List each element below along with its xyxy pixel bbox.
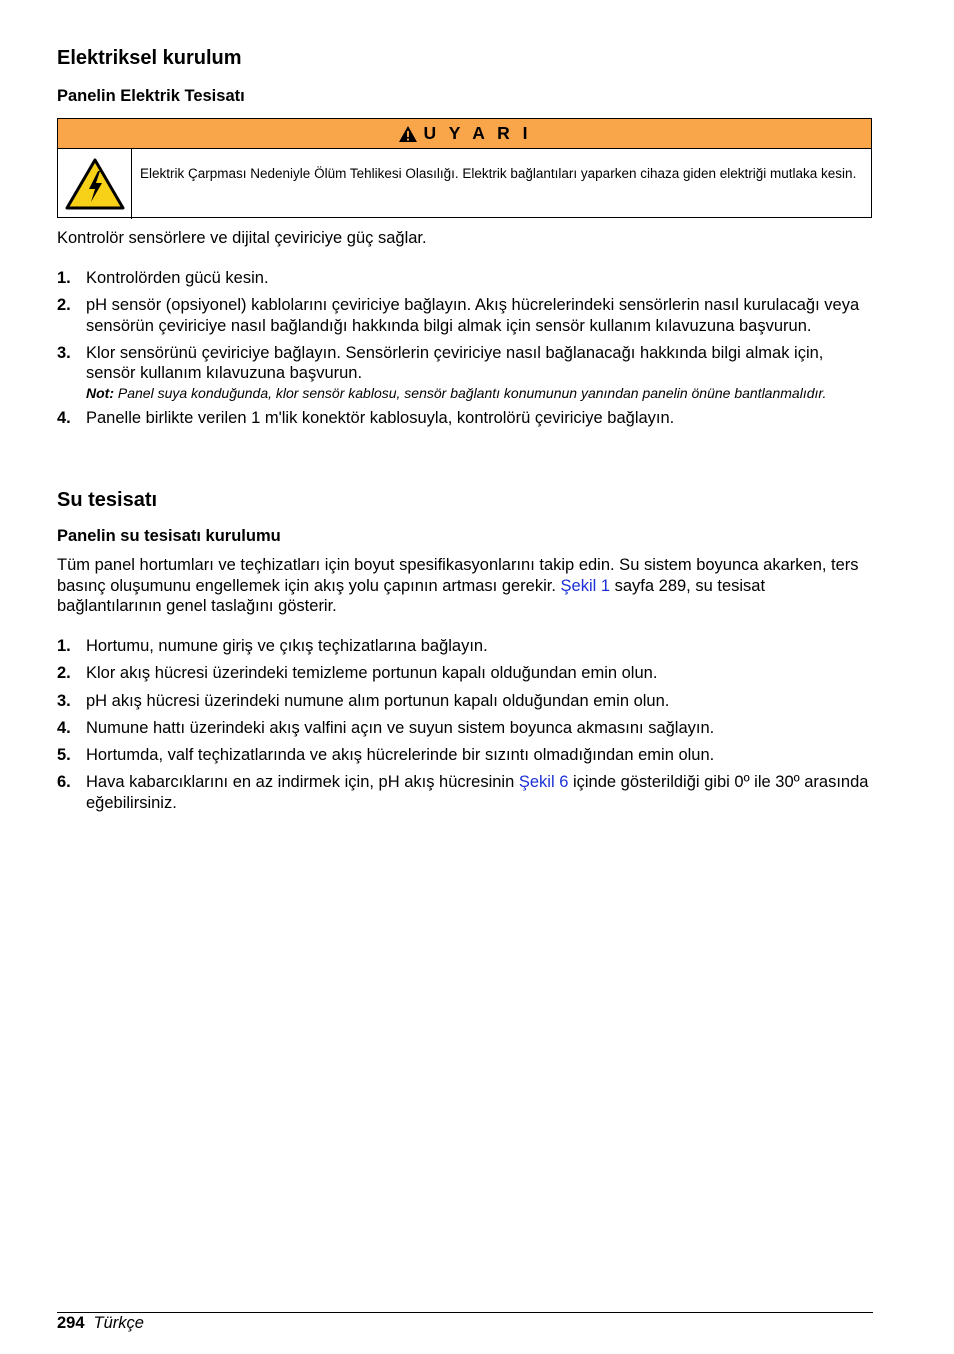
plumbing-intro: Tüm panel hortumları ve teçhizatları için boyut spesifikasyonlarını takip edin. Su sistem boyunca akarken, ters basınç oluşumunu engellemek için akış yolu çapının artması gerekir. Şekil 1 sayfa 289, su tesisat bağlantılarının genel taslağını gösterir.: [57, 556, 859, 615]
electrical-intro: Kontrolör sensörlere ve dijital çeviriciye güç sağlar.: [57, 229, 427, 247]
warning-title: U Y A R I: [423, 123, 532, 143]
warning-text: Elektrik Çarpması Nedeniyle Ölüm Tehlikesi Olasılığı. Elektrik bağlantıları yaparken cihaza giden elektriği mutlaka kesin.: [140, 166, 857, 181]
page-footer: [57, 1313, 144, 1333]
list-item: 6. Hava kabarcıklarını en az indirmek için, pH akış hücresinin Şekil 6 içinde gösterildiği gibi 0º ile 30º arasında eğebilirsiniz.: [57, 773, 869, 812]
section-heading-plumbing: Su tesisatı: [57, 489, 158, 511]
electrical-hazard-icon: [58, 149, 132, 219]
note-label: Not:: [86, 384, 114, 401]
warning-triangle-icon: [398, 125, 418, 143]
list-item: 3. pH akış hücresi üzerindeki numune alım portunun kapalı olduğundan emin olun.: [57, 691, 670, 710]
list-item: 5. Hortumda, valf teçhizatlarında ve akış hücrelerinde bir sızıntı olmadığından emin olun.: [57, 746, 715, 765]
list-item: 2. pH sensör (opsiyonel) kablolarını çeviriciye bağlayın. Akış hücrelerindeki sensörlerin nasıl kurulacağı veya sensörün çeviriciye nasıl bağlandığı hakkında bilgi almak için sensör kullanım kılavuzuna başvurun.: [57, 296, 860, 335]
list-item: 2. Klor akış hücresi üzerindeki temizleme portunun kapalı olduğundan emin olun.: [57, 664, 658, 683]
footer-language: Türkçe: [93, 1314, 144, 1332]
note-text: Panel suya konduğunda, klor sensör kablosu, sensör bağlantı konumunun yanından panelin önüne bantlanmalıdır.: [114, 384, 827, 401]
list-item: 1. Kontrolörden gücü kesin.: [57, 269, 269, 287]
warning-header: [58, 119, 871, 149]
list-item: 4. Numune hattı üzerindeki akış valfini açın ve suyun sistem boyunca akmasını sağlayın.: [57, 718, 715, 737]
list-item: 3. Klor sensörünü çeviriciye bağlayın. Sensörlerin çeviriciye nasıl bağlanacağı hakkında bilgi almak için, sensör kullanım kılavuzuna başvurun. Not: Panel suya konduğunda, klor sensör kablosu, sensör bağlantı konumunun yanından panelin önüne bantlanmalıdır.: [57, 343, 873, 402]
figure-1-link[interactable]: Şekil 1: [560, 576, 611, 595]
page-number: 294: [57, 1314, 85, 1332]
plumbing-steps-list: [57, 636, 873, 813]
list-item: 4. Panelle birlikte verilen 1 m'lik konektör kablosuyla, kontrolörü çeviriciye bağlayın.: [57, 409, 675, 427]
figure-6-link[interactable]: Şekil 6: [518, 773, 569, 792]
warning-box: [57, 118, 872, 218]
section-heading-electrical: Elektriksel kurulum: [57, 47, 242, 69]
subsection-heading-panel-wiring: Panelin Elektrik Tesisatı: [57, 87, 245, 105]
list-item: 1. Hortumu, numune giriş ve çıkış teçhizatlarına bağlayın.: [57, 637, 488, 655]
note: [86, 384, 873, 402]
electrical-steps-list: [57, 268, 873, 429]
footer-divider: [57, 1312, 873, 1313]
subsection-heading-panel-plumbing: Panelin su tesisatı kurulumu: [57, 527, 281, 545]
